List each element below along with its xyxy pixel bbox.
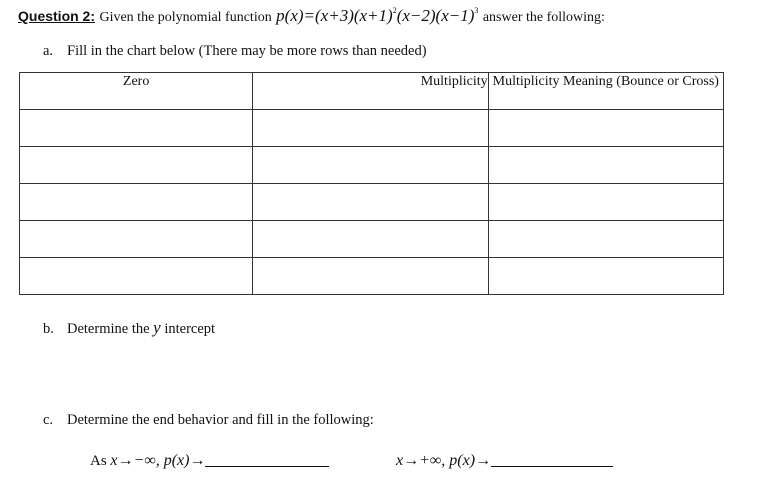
multiplicity-cell[interactable]: [253, 184, 488, 221]
meaning-cell[interactable]: [488, 110, 723, 147]
header-zero: Zero: [20, 73, 253, 110]
multiplicity-cell[interactable]: [253, 110, 488, 147]
end-behavior-right: [396, 452, 613, 470]
part-a-text: Fill in the chart below (There may be more rows than needed): [67, 43, 427, 59]
header-meaning: Multiplicity Meaning (Bounce or Cross): [488, 73, 723, 110]
part-a-letter: a.: [43, 43, 54, 59]
question-heading: [18, 6, 605, 26]
table-row: [20, 258, 724, 295]
question-intro: Given the polynomial function: [99, 10, 272, 25]
zero-cell[interactable]: [20, 184, 253, 221]
meaning-cell[interactable]: [488, 258, 723, 295]
question-label: Question 2:: [18, 8, 96, 24]
zeros-table: [19, 72, 724, 295]
function-mid: (x−2)(x−1): [396, 6, 475, 25]
right-answer-blank[interactable]: [491, 456, 613, 467]
end-behavior-left: [90, 452, 329, 470]
table-row: [20, 221, 724, 258]
right-limit-expression: x→+∞, p(x)→: [396, 452, 492, 469]
meaning-cell[interactable]: [488, 147, 723, 184]
question-after: answer the following:: [482, 10, 605, 25]
left-answer-blank[interactable]: [205, 456, 329, 467]
part-a: [43, 43, 427, 60]
polynomial-function: [276, 6, 478, 25]
multiplicity-cell[interactable]: [253, 147, 488, 184]
zero-cell[interactable]: [20, 110, 253, 147]
header-multiplicity: Multiplicity: [253, 73, 488, 110]
meaning-cell[interactable]: [488, 221, 723, 258]
function-lhs: p(x)=(x+3)(x+1): [276, 6, 393, 25]
part-b: [43, 318, 215, 338]
zero-cell[interactable]: [20, 258, 253, 295]
as-label: As: [90, 453, 107, 469]
multiplicity-cell[interactable]: [253, 258, 488, 295]
part-c-text: Determine the end behavior and fill in the following:: [67, 412, 374, 428]
part-c: [43, 412, 374, 429]
part-b-text-after: intercept: [164, 321, 216, 337]
table-row: [20, 110, 724, 147]
multiplicity-cell[interactable]: [253, 221, 488, 258]
part-b-letter: b.: [43, 321, 54, 337]
meaning-cell[interactable]: [488, 184, 723, 221]
zero-cell[interactable]: [20, 221, 253, 258]
left-limit-expression: x→−∞, p(x)→: [110, 452, 206, 469]
function-exponent-1: 2: [392, 6, 397, 15]
table-header-row: [20, 73, 724, 110]
function-exponent-2: 3: [474, 6, 479, 15]
part-b-text-before: Determine the: [67, 321, 150, 337]
table-row: [20, 184, 724, 221]
zero-cell[interactable]: [20, 147, 253, 184]
y-variable: y: [153, 318, 161, 337]
table-row: [20, 147, 724, 184]
part-c-letter: c.: [43, 412, 54, 428]
